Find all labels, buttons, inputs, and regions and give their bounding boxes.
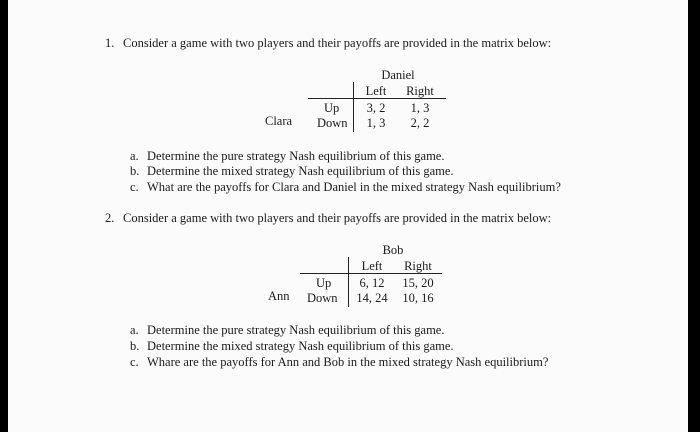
q2-part-b-text: Determine the mixed strategy Nash equilibrium of this game.	[147, 339, 454, 353]
q1-part-c-text: What are the payoffs for Clara and Daniel in the mixed strategy Nash equilibrium?	[147, 180, 561, 194]
q2-row-label-down: Down	[307, 291, 338, 305]
q2-row-label-up: Up	[316, 276, 332, 290]
q2-part-a-letter: a.	[130, 323, 139, 337]
document-page	[8, 0, 688, 432]
q2-part-a-text: Determine the pure strategy Nash equilibrium of this game.	[147, 323, 445, 337]
q2-header-rule	[300, 273, 442, 274]
q1-cell-up-left: 3, 2	[366, 101, 386, 115]
q1-col-header-right: Right	[406, 84, 434, 98]
q2-col-header-left: Left	[361, 259, 383, 273]
q1-col-header-left: Left	[365, 84, 387, 98]
q1-row-player: Clara	[265, 114, 293, 128]
q2-cell-down-left: 14, 24	[356, 291, 388, 305]
q1-part-b-letter: b.	[130, 164, 140, 178]
q1-prompt: Consider a game with two players and their payoffs are provided in the matrix below:	[123, 36, 552, 50]
q2-cell-down-right: 10, 16	[402, 291, 434, 305]
q1-row-divider	[353, 82, 354, 132]
q2-cell-up-right: 15, 20	[402, 276, 434, 290]
q2-col-header-right: Right	[404, 259, 432, 273]
q1-cell-down-right: 2, 2	[410, 116, 430, 130]
q1-cell-down-left: 1, 3	[366, 116, 386, 130]
q2-part-b-letter: b.	[130, 339, 140, 353]
q1-header-rule	[308, 98, 446, 99]
q1-number: 1.	[105, 36, 115, 50]
q1-col-player: Daniel	[381, 68, 415, 82]
q2-row-divider	[348, 257, 349, 307]
q1-part-c-letter: c.	[130, 180, 139, 194]
q1-part-a-letter: a.	[130, 149, 139, 163]
q2-part-c-letter: c.	[130, 355, 139, 369]
q2-col-player: Bob	[382, 243, 404, 257]
q2-part-c-text: Whare are the payoffs for Ann and Bob in the mixed strategy Nash equilibrium?	[147, 355, 549, 369]
q1-cell-up-right: 1, 3	[410, 101, 430, 115]
q2-prompt: Consider a game with two players and their payoffs are provided in the matrix below:	[123, 211, 552, 225]
q1-row-label-down: Down	[317, 116, 348, 130]
q2-number: 2.	[105, 211, 115, 225]
q2-cell-up-left: 6, 12	[359, 276, 385, 290]
q2-row-player: Ann	[268, 289, 290, 303]
q1-part-a-text: Determine the pure strategy Nash equilibrium of this game.	[147, 149, 445, 163]
q1-row-label-up: Up	[324, 101, 340, 115]
q1-part-b-text: Determine the mixed strategy Nash equilibrium of this game.	[147, 164, 454, 178]
